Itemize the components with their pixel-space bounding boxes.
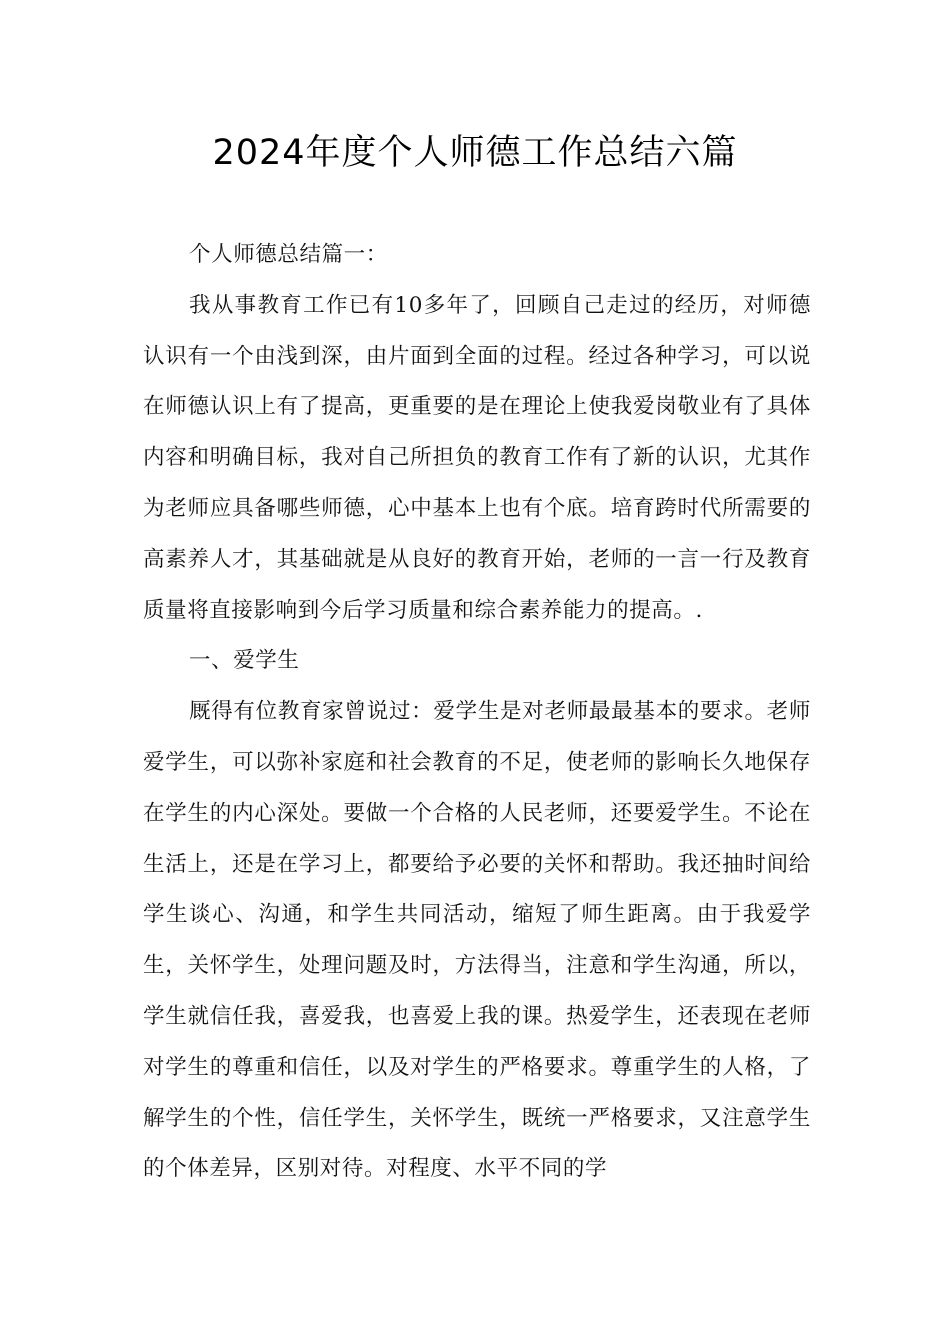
section-heading-love-students: 一、爱学生 [189, 648, 300, 674]
paragraph-love-students: 厩得有位教育家曾说过：爱学生是对老师最最基本的要求。老师爱学生，可以弥补家庭和社会教育的不足，使老师的影响长久地保存在学生的内心深处。要做一个合格的人民老师，还要爱学生。不论在生活上，还是在学习上，都要给予必要的关怀和帮助。我还抽时间给学生谈心、沟通，和学生共同活动，缩短了师生距离。由于我爱学生，关怀学生，处理问题及时，方法得当，注意和学生沟通，所以，学生就信任我，喜爱我，也喜爱上我的课。热爱学生，还表现在老师对学生的尊重和信任，以及对学生的严格要求。尊重学生的人格，了解学生的个性，信任学生，关怀学生，既统一严格要求，又注意学生的个体差异，区别对待。对程度、水平不同的学 [143, 699, 811, 1182]
section-heading-part-one: 个人师德总结篇一： [189, 242, 388, 267]
document-body [143, 230, 811, 1195]
document-title: 2024年度个人师德工作总结六篇 [212, 133, 738, 173]
paragraph-intro: 我从事教育工作已有10多年了，回顾自己走过的经历，对师德认识有一个由浅到深，由片面到全面的过程。经过各种学习，可以说在师德认识上有了提高，更重要的是在理论上使我爱岗敬业有了具体内容和明确目标，我对自己所担负的教育工作有了新的认识，尤其作为老师应具备哪些师德，心中基本上也有个底。培育跨时代所需要的高素养人才，其基础就是从良好的教育开始，老师的一言一行及教育质量将直接影响到今后学习质量和综合素养能力的提高。. [143, 292, 811, 623]
